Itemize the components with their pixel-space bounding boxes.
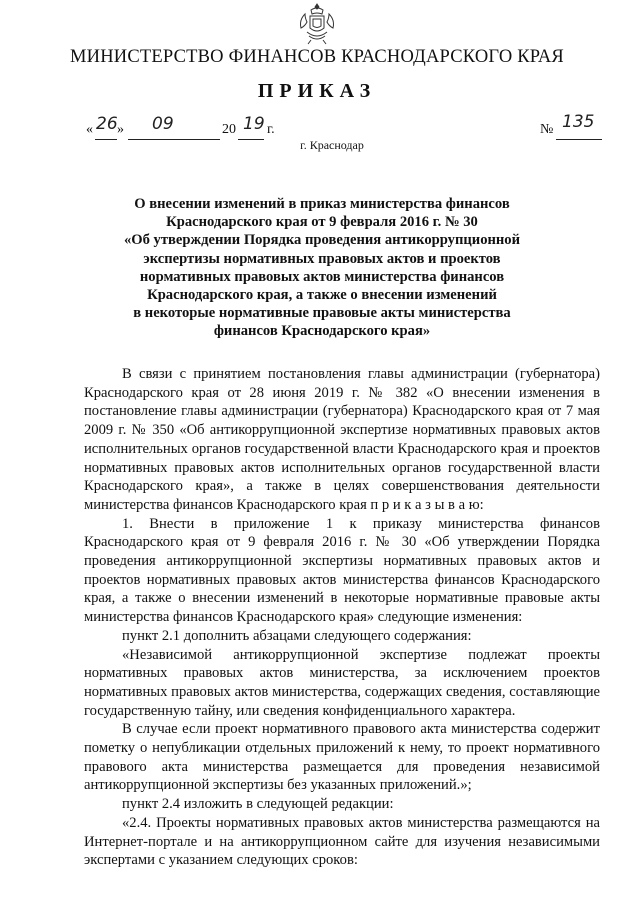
date-close-quote: »: [117, 122, 124, 137]
heading-line: экспертизы нормативных правовых актов и проектов: [143, 250, 501, 267]
ministry-name: МИНИСТЕРСТВО ФИНАНСОВ КРАСНОДАРСКОГО КРАЯ: [70, 47, 564, 67]
number-value: 135: [562, 112, 595, 132]
document-body: [84, 365, 600, 870]
date-year-unit: г.: [267, 122, 275, 137]
heading-line: нормативных правовых актов министерства финансов: [139, 268, 505, 285]
document-heading: [110, 195, 534, 341]
body-paragraph: В связи с принятием постановления главы администрации (губернатора) Краснодарского края от 28 июня 2019 г. № 382 «О внесении изменения в постановление главы администрации (губернатора) Краснодарского края от 7 мая 2009 г. № 350 «Об антикоррупционной экспертизе нормативных правовых актов исполнительных органов государственной власти Краснодарского края и проектов нормативных правовых актов исполнительных органов государственной власти Краснодарского края», а также в целях совершенствования деятельности министерства финансов Краснодарского края п р и к а з ы в а ю:: [84, 366, 600, 513]
date-month: 09: [152, 114, 174, 134]
date-day: 26: [96, 114, 118, 134]
body-paragraph: пункт 2.1 дополнить абзацами следующего содержания:: [122, 627, 472, 644]
coat-of-arms-emblem: [297, 2, 337, 46]
date-year-prefix: 20: [222, 122, 236, 137]
body-paragraph: 1. Внести в приложение 1 к приказу министерства финансов Краснодарского края от 9 февраля 2016 г. № 30 «Об утверждении Порядка проведения антикоррупционной экспертизы нормативных правовых актов и проектов нормативных правовых актов министерства финансов Краснодарского края, а также о внесении изменений в некоторые нормативные правовые акты министерства финансов Краснодарского края» следующие изменения:: [84, 515, 600, 626]
date-open-quote: «: [86, 122, 93, 137]
city-label: г. Краснодар: [300, 138, 364, 152]
heading-line: в некоторые нормативные правовые акты министерства: [133, 305, 511, 322]
body-paragraph: В случае если проект нормативного правового акта министерства содержит пометку о непубликации отдельных приложений к нему, то проект нормативного правового акта министерства размещается для проведения независимой антикоррупционной экспертизы без указанных приложений.»;: [84, 721, 600, 794]
heading-line: «Об утверждении Порядка проведения антикоррупционной: [123, 232, 521, 249]
body-paragraph: «Независимой антикоррупционной экспертизе подлежат проекты нормативных правовых актов министерства, за исключением проектов нормативных правовых актов министерства, содержащих сведения, составляющие государственную тайну, или сведения конфиденциального характера.: [84, 646, 600, 719]
number-label: №: [540, 122, 554, 137]
heading-line: Краснодарского края от 9 февраля 2016 г. № 30: [166, 214, 478, 231]
heading-line: О внесении изменений в приказ министерства финансов: [134, 196, 510, 212]
body-paragraph: пункт 2.4 изложить в следующей редакции:: [122, 796, 394, 813]
heading-line: Краснодарского края, а также о внесении изменений: [147, 287, 497, 304]
date-year-suffix: 19: [243, 114, 265, 134]
order-title: ПРИКАЗ: [257, 80, 377, 102]
body-paragraph: «2.4. Проекты нормативных правовых актов министерства размещаются на Интернет-портале и на антикоррупционном сайте для изучения независимыми экспертами с указанием следующих сроков:: [84, 814, 600, 869]
heading-line: финансов Краснодарского края»: [213, 323, 431, 340]
